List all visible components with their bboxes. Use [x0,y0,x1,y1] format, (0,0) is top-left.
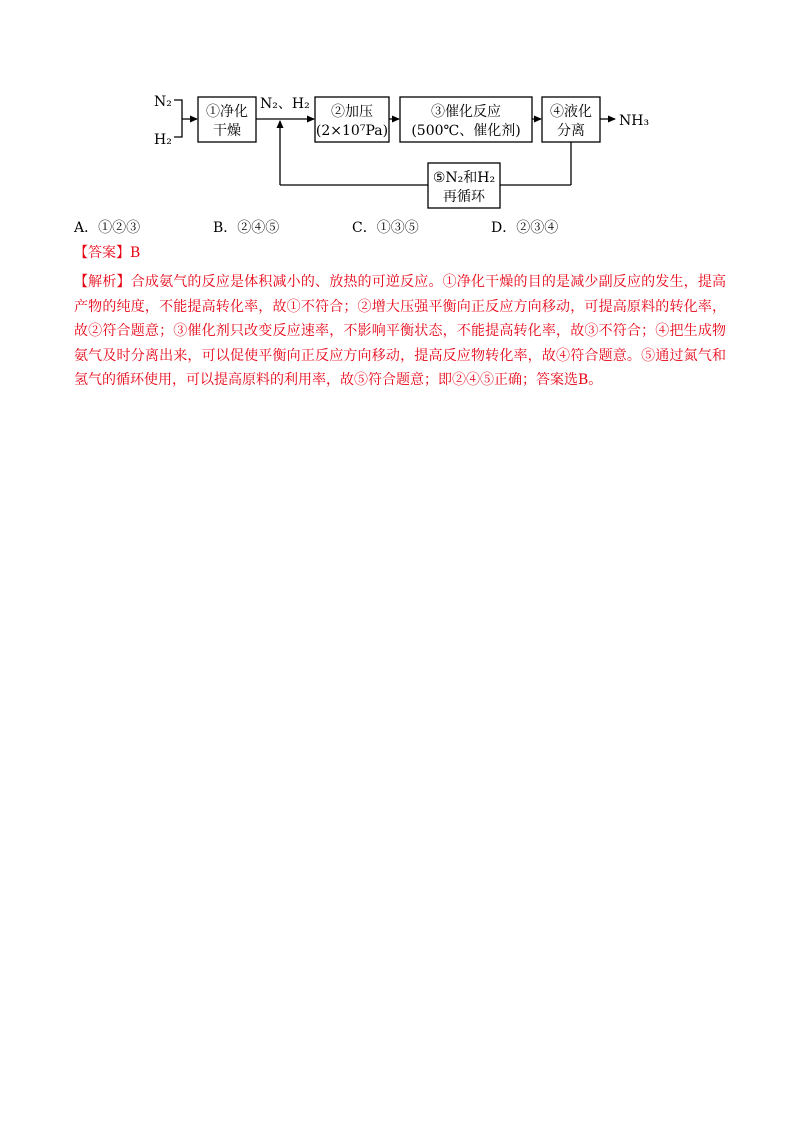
box2-line2: (2×10⁷Pa) [315,123,389,139]
option-a: A．①②③ [74,220,141,236]
analysis-tag: 【解析】 [74,274,131,290]
box4-line1: ④液化 [550,104,592,120]
answer-line [74,243,140,263]
box5-line1: ⑤N₂和H₂ [432,170,496,186]
answer-options [74,218,674,238]
box3-line1: ③催化反应 [431,104,501,120]
option-c: C．①③⑤ [352,220,419,236]
output-nh3-label: NH₃ [619,113,650,129]
analysis-text: 合成氨气的反应是体积减小的、放热的可逆反应。①净化干燥的目的是减少副反应的发生，提高产物的纯度，不能提高转化率，故①不符合；②增大压强平衡向正反应方向移动，可提高原料的转化率，故②符合题意；③催化剂只改变反应速率，不影响平衡状态，不能提高转化率，故③不符合；④把生成物氨气及时分离出来，可以促使平衡向正反应方向移动，提高反应物转化率，故④符合题意。⑤通过氮气和氢气的循环使用，可以提高原料的利用率，故⑤符合题意；即②④⑤正确；答案选B。 [74,274,727,388]
ammonia-synthesis-flow-diagram [140,84,680,218]
box1-line1: ①净化 [206,104,248,120]
box1-line2: 干燥 [213,123,241,139]
option-d: D．②③④ [491,220,559,236]
answer-tag: 【答案】 [74,245,130,261]
input-h2-label: H₂ [154,132,172,148]
analysis-paragraph [74,270,726,393]
answer-value: B [130,245,141,261]
box5-line2: 再循环 [443,189,485,205]
box3-line2: (500℃、催化剂) [411,123,521,139]
box2-line1: ②加压 [331,104,373,120]
mid-n2-h2-label: N₂、H₂ [260,96,310,112]
input-bracket [174,100,182,137]
option-b: B．②④⑤ [213,220,280,236]
box4-line2: 分离 [557,123,585,139]
input-n2-label: N₂ [154,94,172,110]
